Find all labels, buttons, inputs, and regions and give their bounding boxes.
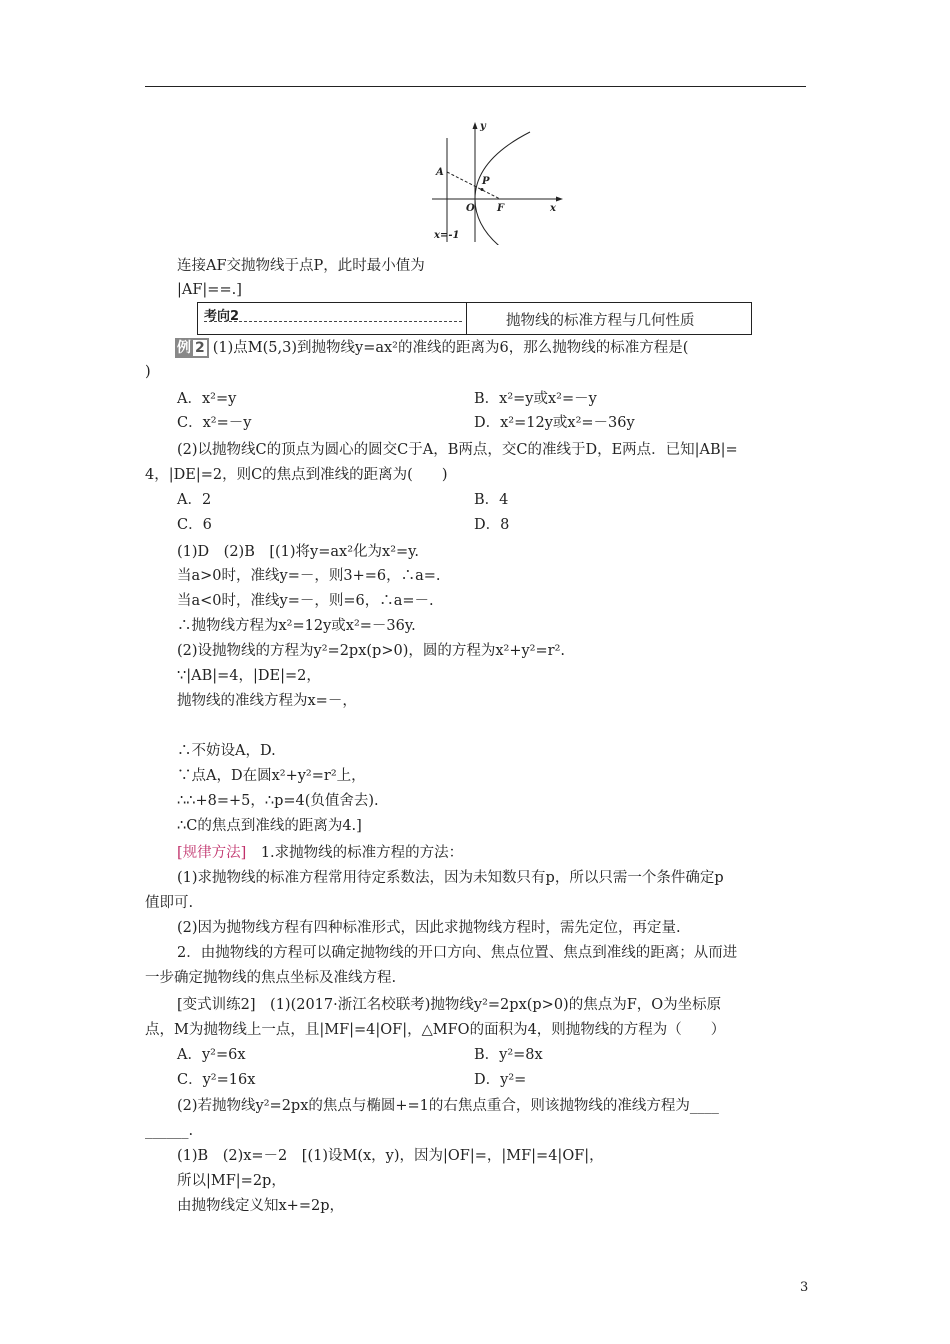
solution-line: 当a<0时，准线y=－，则=6，∴a=－.: [177, 593, 434, 609]
q2-option-c: C．6: [177, 517, 212, 533]
q1-option-a: A．x²=y: [177, 391, 237, 407]
method-heading: [177, 843, 463, 863]
variant-line-1: [变式训练2] (1)(2017·浙江名校联考)抛物线y²=2px(p>0)的焦点为F，O为坐标原: [177, 997, 722, 1013]
topic-title: 抛物线的标准方程与几何性质: [506, 313, 695, 329]
solution-line: ∴C的焦点到准线的距离为4.]: [177, 818, 362, 834]
intro-line-1: 连接AF交抛物线于点P，此时最小值为: [177, 258, 425, 274]
answer-line: (1)B (2)x=－2 [(1)设M(x，y)，因为|OF|=，|MF|=4|OF|，: [177, 1148, 604, 1164]
variant-line-2: 点，M为抛物线上一点，且|MF|=4|OF|，△MFO的面积为4，则抛物线的方程为（ ）: [145, 1022, 726, 1038]
variant-q2-line-1: (2)若抛物线y²=2px的焦点与椭圆+=1的右焦点重合，则该抛物线的准线方程为____: [177, 1098, 719, 1114]
variant-q2-line-2: ______.: [145, 1123, 194, 1139]
label-P: P: [482, 176, 490, 187]
answer-line: 所以|MF|=2p，: [177, 1173, 286, 1189]
solution-line: (2)设抛物线的方程为y²=2px(p>0)，圆的方程为x²+y²=r².: [177, 643, 565, 659]
method-p3-line-2: 一步确定抛物线的焦点坐标及准线方程.: [145, 970, 397, 986]
label-directrix: x=-1: [434, 230, 460, 241]
variant-option-c: C．y²=16x: [177, 1072, 256, 1088]
label-F: F: [497, 203, 505, 214]
label-O: O: [466, 203, 475, 214]
intro-line-2: |AF|==.]: [177, 282, 242, 298]
q1-option-d: D．x²=12y或x²=－36y: [474, 415, 635, 431]
q2-option-a: A．2: [177, 492, 212, 508]
q2-option-d: D．8: [474, 517, 510, 533]
solution-line: 当a>0时，准线y=－，则3+=6，∴a=.: [177, 568, 441, 584]
q2-line-1: (2)以抛物线C的顶点为圆心的圆交C于A，B两点，交C的准线于D，E两点．已知|AB|=: [177, 442, 738, 458]
solution-line: ∵|AB|=4，|DE|=2，: [177, 668, 321, 684]
label-y: y: [480, 121, 486, 132]
topic-box: [197, 302, 752, 335]
q1-option-b: B．x²=y或x²=－y: [474, 391, 597, 407]
answer-line: 由抛物线定义知x+=2p，: [177, 1198, 344, 1214]
method-p1-line-1: (1)求抛物线的标准方程常用待定系数法，因为未知数只有p，所以只需一个条件确定p: [177, 870, 724, 886]
solution-line: ∴不妨设A，D.: [177, 743, 276, 759]
example-q1-line: [175, 338, 688, 358]
example-badge: 例 2: [175, 338, 209, 358]
method-p3-line-1: 2．由抛物线的方程可以确定抛物线的开口方向、焦点位置、焦点到准线的距离；从而进: [177, 945, 738, 961]
parabola-figure: [420, 120, 570, 245]
topic-tag: 考向2: [204, 309, 240, 324]
q2-option-b: B．4: [474, 492, 509, 508]
header-rule: [145, 86, 806, 87]
method-title: 1.求抛物线的标准方程的方法：: [260, 845, 464, 861]
variant-option-b: B．y²=8x: [474, 1047, 543, 1063]
example-q1: (1)点M(5,3)到抛物线y=ax²的准线的距离为6，那么抛物线的标准方程是(: [212, 340, 689, 356]
page-number: 3: [800, 1280, 809, 1295]
label-A: A: [436, 167, 444, 178]
q2-line-2: 4，|DE|=2，则C的焦点到准线的距离为( ): [145, 467, 448, 483]
method-p2: (2)因为抛物线方程有四种标准形式，因此求抛物线方程时，需先定位，再定量.: [177, 920, 681, 936]
example-q1-end: ): [145, 364, 151, 380]
variant-option-a: A．y²=6x: [177, 1047, 246, 1063]
solution-line: (1)D (2)B [(1)将y=ax²化为x²=y.: [177, 544, 420, 560]
topic-dash: [204, 321, 462, 322]
topic-divider: [466, 303, 467, 334]
method-tag: [规律方法]: [177, 845, 247, 861]
q1-option-c: C．x²=－y: [177, 415, 252, 431]
variant-option-d: D．y²=: [474, 1072, 527, 1088]
method-p1-line-2: 值即可.: [145, 895, 194, 911]
solution-line: ∴抛物线方程为x²=12y或x²=－36y.: [177, 618, 416, 634]
solution-line: 抛物线的准线方程为x=－，: [177, 693, 357, 709]
solution-line: ∵点A，D在圆x²+y²=r²上，: [177, 768, 366, 784]
label-x: x: [550, 203, 556, 214]
solution-line: ∴∴+8=+5，∴p=4(负值舍去).: [177, 793, 379, 809]
